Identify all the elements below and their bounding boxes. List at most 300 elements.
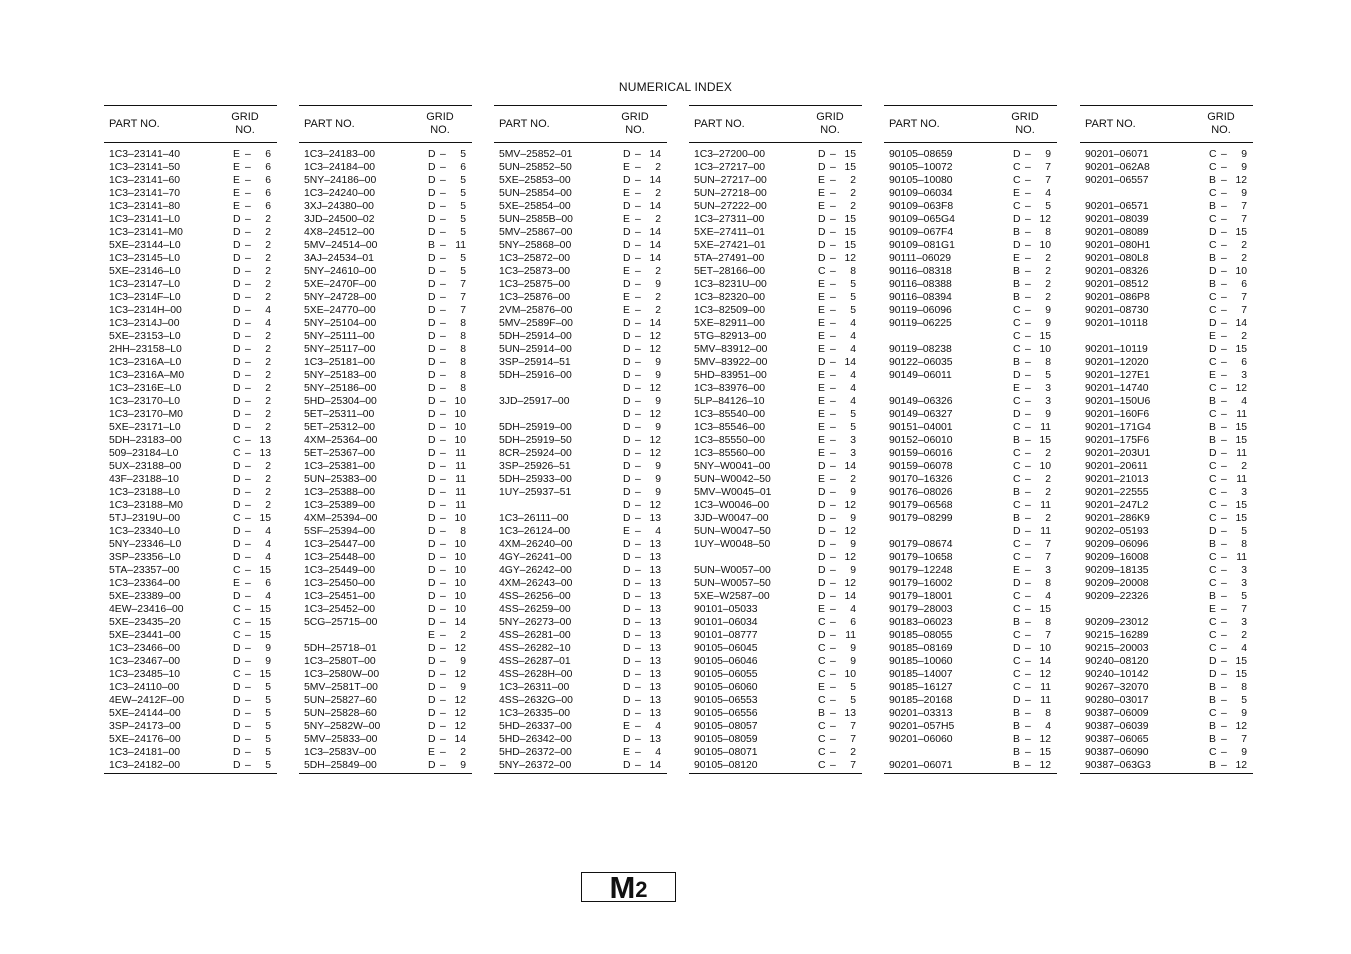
part-number: 90201–08089 — [1085, 227, 1149, 238]
grid-letter: D — [233, 487, 241, 498]
grid-letter: C — [818, 721, 826, 732]
grid-dash: – — [1221, 149, 1227, 160]
part-number: 5DH–25849–00 — [304, 760, 377, 771]
part-number: 90201–080H1 — [1085, 240, 1151, 251]
grid-dash: – — [635, 565, 641, 576]
part-number: 3SP–25914–51 — [499, 357, 571, 368]
grid-dash: – — [440, 396, 446, 407]
grid-number: 4 — [655, 721, 661, 732]
table-row — [104, 213, 277, 226]
part-number: 1C3–23188–L0 — [109, 487, 181, 498]
grid-number: 13 — [649, 643, 661, 654]
part-number: 5ET–25311–00 — [304, 409, 375, 420]
table-row — [104, 460, 277, 473]
grid-letter: C — [818, 695, 826, 706]
part-number: 5NY–25111–00 — [304, 331, 375, 342]
grid-number: 10 — [1039, 461, 1051, 472]
grid-dash: – — [635, 149, 641, 160]
grid-dash: – — [1025, 513, 1031, 524]
grid-letter: C — [1013, 682, 1021, 693]
grid-letter: C — [233, 448, 241, 459]
part-number: 5HD–25304–00 — [304, 396, 377, 407]
grid-dash: – — [1025, 500, 1031, 511]
grid-letter: C — [1209, 305, 1217, 316]
table-row — [1080, 200, 1253, 213]
grid-number: 13 — [649, 630, 661, 641]
table-row — [689, 369, 862, 382]
table-row — [104, 200, 277, 213]
table-row — [494, 317, 667, 330]
table-row — [1080, 759, 1253, 772]
grid-number: 2 — [265, 422, 271, 433]
grid-dash: – — [245, 708, 251, 719]
grid-number: 14 — [844, 591, 856, 602]
grid-number: 7 — [460, 292, 466, 303]
part-number: 5XE–23144–L0 — [109, 240, 181, 251]
grid-number: 9 — [655, 422, 661, 433]
grid-number: 12 — [1039, 669, 1051, 680]
table-row — [689, 512, 862, 525]
grid-dash: – — [1025, 175, 1031, 186]
part-number: 90201–14740 — [1085, 383, 1149, 394]
table-row — [689, 655, 862, 668]
part-number: 90209–06096 — [1085, 539, 1149, 550]
part-number: 1C3–24183–00 — [304, 149, 376, 160]
part-number: 4XM–26240–00 — [499, 539, 573, 550]
part-number: 1C3–2314J–00 — [109, 318, 180, 329]
grid-dash: – — [440, 149, 446, 160]
grid-dash: – — [440, 409, 446, 420]
grid-letter: D — [233, 396, 241, 407]
table-row — [299, 564, 472, 577]
table-row — [299, 551, 472, 564]
grid-number: 5 — [850, 305, 856, 316]
grid-dash: – — [1025, 682, 1031, 693]
grid-dash: – — [635, 591, 641, 602]
table-row — [1080, 356, 1253, 369]
grid-dash: – — [245, 279, 251, 290]
grid-letter: C — [1013, 344, 1021, 355]
grid-number: 10 — [1039, 344, 1051, 355]
part-number: 5XE–24770–00 — [304, 305, 376, 316]
grid-dash: – — [635, 721, 641, 732]
table-row — [299, 356, 472, 369]
grid-letter: C — [1209, 630, 1217, 641]
grid-letter: D — [623, 552, 631, 563]
grid-dash: – — [1025, 565, 1031, 576]
grid-number: 12 — [454, 708, 466, 719]
grid-dash: – — [1025, 734, 1031, 745]
table-row — [689, 525, 862, 538]
grid-letter: D — [428, 305, 436, 316]
grid-dash: – — [830, 578, 836, 589]
grid-dash: – — [440, 461, 446, 472]
grid-number: 10 — [454, 422, 466, 433]
table-row — [689, 213, 862, 226]
table-row — [884, 642, 1057, 655]
grid-dash: – — [1221, 344, 1227, 355]
grid-dash: – — [440, 526, 446, 537]
part-number: 90201–06557 — [1085, 175, 1149, 186]
grid-number: 13 — [649, 669, 661, 680]
grid-letter: D — [818, 539, 826, 550]
grid-letter: D — [818, 526, 826, 537]
grid-number: 5 — [850, 279, 856, 290]
grid-dash: – — [245, 461, 251, 472]
grid-letter: D — [818, 253, 826, 264]
grid-number: 9 — [655, 461, 661, 472]
grid-letter: D — [428, 474, 436, 485]
part-number: 1C3–23188–M0 — [109, 500, 183, 511]
grid-dash: – — [830, 253, 836, 264]
grid-letter: B — [1013, 435, 1020, 446]
table-row — [494, 356, 667, 369]
grid-dash: – — [1025, 461, 1031, 472]
grid-number: 7 — [1045, 552, 1051, 563]
grid-number: 2 — [265, 500, 271, 511]
part-number: 90105–08659 — [889, 149, 953, 160]
table-row — [104, 421, 277, 434]
grid-dash: – — [830, 682, 836, 693]
grid-letter: E — [623, 266, 630, 277]
grid-number: 15 — [1235, 344, 1247, 355]
grid-dash: – — [1025, 201, 1031, 212]
grid-number: 14 — [454, 617, 466, 628]
grid-dash: – — [830, 643, 836, 654]
grid-number: 8 — [460, 370, 466, 381]
grid-letter: B — [428, 240, 435, 251]
table-row — [299, 265, 472, 278]
grid-number: 4 — [850, 370, 856, 381]
grid-number: 9 — [460, 760, 466, 771]
part-number: 90119–06096 — [889, 305, 952, 316]
part-number: 5TG–82913–00 — [694, 331, 767, 342]
table-row — [494, 733, 667, 746]
part-number: 5XE–23435–20 — [109, 617, 181, 628]
grid-letter: C — [1013, 539, 1021, 550]
grid-dash: – — [440, 656, 446, 667]
grid-number: 7 — [1241, 292, 1247, 303]
grid-number: 5 — [1045, 370, 1051, 381]
table-row — [299, 382, 472, 395]
grid-letter: C — [1209, 747, 1217, 758]
part-number: 1C3–25875–00 — [499, 279, 571, 290]
grid-dash: – — [1221, 656, 1227, 667]
grid-number: 12 — [454, 721, 466, 732]
grid-letter: D — [818, 565, 826, 576]
part-number: 90105–08059 — [694, 734, 758, 745]
grid-number: 9 — [655, 279, 661, 290]
grid-number: 10 — [454, 396, 466, 407]
table-row — [884, 434, 1057, 447]
grid-number: 12 — [1235, 175, 1247, 186]
grid-number: 7 — [850, 760, 856, 771]
table-row — [689, 564, 862, 577]
grid-number: 15 — [1235, 422, 1247, 433]
grid-letter: D — [623, 357, 631, 368]
table-row — [689, 486, 862, 499]
grid-letter: D — [233, 461, 241, 472]
grid-number: 6 — [265, 162, 271, 173]
grid-letter: D — [428, 604, 436, 615]
table-row — [299, 486, 472, 499]
table-row — [299, 603, 472, 616]
grid-number: 6 — [265, 149, 271, 160]
part-number: 5XE–23146–L0 — [109, 266, 181, 277]
page-title: NUMERICAL INDEX — [618, 80, 733, 94]
grid-dash: – — [245, 591, 251, 602]
grid-dash: – — [1221, 552, 1227, 563]
grid-number: 9 — [1045, 149, 1051, 160]
part-number: 5TA–23357–00 — [109, 565, 180, 576]
grid-letter: D — [428, 227, 436, 238]
grid-number: 7 — [460, 279, 466, 290]
table-row — [689, 408, 862, 421]
part-number: 90105–06055 — [694, 669, 758, 680]
grid-letter: B — [1209, 591, 1216, 602]
part-number: 5XE–82911–00 — [694, 318, 765, 329]
grid-letter: E — [818, 279, 825, 290]
grid-letter: D — [233, 591, 241, 602]
grid-letter: D — [623, 383, 631, 394]
grid-dash: – — [830, 552, 836, 563]
part-number: 4GY–26242–00 — [499, 565, 572, 576]
table-row — [884, 382, 1057, 395]
part-number: 5XE–23153–L0 — [109, 331, 181, 342]
table-row — [884, 564, 1057, 577]
table-row — [494, 538, 667, 551]
table-row — [689, 304, 862, 317]
part-number: 90201–057H5 — [889, 721, 955, 732]
table-row — [884, 733, 1057, 746]
part-number: 90201–203U1 — [1085, 448, 1151, 459]
part-number: 90105–08120 — [694, 760, 758, 771]
grid-number: 11 — [1040, 682, 1051, 693]
table-row — [299, 174, 472, 187]
grid-dash: – — [440, 201, 446, 212]
table-row — [494, 460, 667, 473]
grid-number: 12 — [1235, 721, 1247, 732]
grid-dash: – — [440, 383, 446, 394]
table-row — [1080, 655, 1253, 668]
grid-dash: – — [830, 747, 836, 758]
grid-letter: E — [1013, 188, 1020, 199]
grid-number: 5 — [265, 734, 271, 745]
table-row — [884, 278, 1057, 291]
grid-number: 13 — [649, 695, 661, 706]
grid-dash: – — [1025, 695, 1031, 706]
part-number: 90179–16002 — [889, 578, 953, 589]
table-row — [884, 369, 1057, 382]
part-number: 1C3–23141–M0 — [109, 227, 183, 238]
grid-dash: – — [1221, 500, 1227, 511]
grid-number: 9 — [1045, 305, 1051, 316]
part-number: 90105–08057 — [694, 721, 758, 732]
grid-letter: D — [1209, 669, 1217, 680]
grid-letter: C — [1013, 175, 1021, 186]
table-row — [689, 174, 862, 187]
part-number: 1C3–25876–00 — [499, 292, 571, 303]
grid-dash: – — [1221, 227, 1227, 238]
table-row — [1080, 681, 1253, 694]
grid-number: 7 — [460, 305, 466, 316]
part-number: 1C3–85540–00 — [694, 409, 766, 420]
grid-number: 5 — [1241, 695, 1247, 706]
grid-number: 2 — [1045, 513, 1051, 524]
grid-letter: D — [428, 149, 436, 160]
grid-letter: B — [818, 708, 825, 719]
grid-number: 12 — [454, 669, 466, 680]
table-row — [104, 161, 277, 174]
grid-letter: B — [1209, 760, 1216, 771]
grid-letter: E — [623, 188, 630, 199]
grid-letter: C — [1209, 487, 1217, 498]
part-number: 1C3–25452–00 — [304, 604, 376, 615]
grid-number: 9 — [460, 656, 466, 667]
grid-number: 10 — [454, 539, 466, 550]
table-row — [494, 395, 667, 408]
grid-number: 8 — [1241, 539, 1247, 550]
part-number: 90109–065G4 — [889, 214, 955, 225]
grid-dash: – — [830, 500, 836, 511]
part-number: 5ET–28166–00 — [694, 266, 766, 277]
table-row — [104, 395, 277, 408]
table-row — [689, 603, 862, 616]
table-row — [689, 226, 862, 239]
part-number: 1C3–82509–00 — [694, 305, 766, 316]
part-number: 90201–20611 — [1085, 461, 1148, 472]
part-number: 5NY–25183–00 — [304, 370, 377, 381]
grid-dash: – — [440, 370, 446, 381]
grid-letter: D — [623, 760, 631, 771]
part-number: 90179–08674 — [889, 539, 953, 550]
grid-letter: D — [623, 435, 631, 446]
grid-dash: – — [635, 552, 641, 563]
grid-letter: D — [428, 396, 436, 407]
grid-letter: C — [1209, 617, 1217, 628]
grid-number: 15 — [1039, 331, 1051, 342]
part-number: 1C3–24240–00 — [304, 188, 376, 199]
grid-letter: D — [623, 409, 631, 420]
grid-number: 14 — [844, 461, 856, 472]
grid-letter: D — [623, 461, 631, 472]
part-number: 90280–03017 — [1085, 695, 1149, 706]
grid-number: 14 — [649, 175, 661, 186]
grid-dash: – — [245, 331, 251, 342]
grid-letter: D — [428, 461, 436, 472]
part-number: 1C3–2580T–00 — [304, 656, 376, 667]
grid-dash: – — [635, 279, 641, 290]
table-row — [299, 330, 472, 343]
part-number: 5MV–24514–00 — [304, 240, 378, 251]
grid-letter: B — [1013, 513, 1020, 524]
grid-number: 6 — [265, 188, 271, 199]
grid-letter: D — [623, 630, 631, 641]
grid-dash: – — [1221, 604, 1227, 615]
table-row — [299, 278, 472, 291]
grid-letter: D — [428, 669, 436, 680]
grid-dash: – — [440, 227, 446, 238]
grid-number: 7 — [1045, 175, 1051, 186]
grid-dash: – — [635, 526, 641, 537]
grid-letter: B — [1209, 695, 1216, 706]
grid-dash: – — [245, 604, 251, 615]
table-row — [299, 252, 472, 265]
grid-letter: E — [818, 682, 825, 693]
table-row — [104, 343, 277, 356]
grid-letter: C — [1209, 578, 1217, 589]
grid-dash: – — [245, 201, 251, 212]
grid-letter: B — [1013, 292, 1020, 303]
grid-number: 11 — [455, 240, 466, 251]
grid-dash: – — [635, 643, 641, 654]
table-row — [494, 330, 667, 343]
part-number: 5UN–25854–00 — [499, 188, 572, 199]
grid-dash: – — [830, 162, 836, 173]
grid-letter: D — [818, 149, 826, 160]
grid-dash: – — [1221, 695, 1227, 706]
table-row — [299, 577, 472, 590]
grid-letter: D — [623, 201, 631, 212]
table-row — [884, 200, 1057, 213]
table-row — [689, 681, 862, 694]
grid-dash: – — [245, 643, 251, 654]
part-number: 5UN–W0057–00 — [694, 565, 771, 576]
part-no-header: PART NO. — [304, 118, 355, 130]
grid-number: 2 — [1241, 630, 1247, 641]
grid-letter: D — [233, 266, 241, 277]
grid-letter: C — [233, 604, 241, 615]
grid-number: 2 — [265, 331, 271, 342]
grid-number: 2 — [655, 162, 661, 173]
grid-number: 2 — [265, 461, 271, 472]
grid-letter: D — [818, 162, 826, 173]
table-row — [104, 447, 277, 460]
part-number: 90179–08299 — [889, 513, 953, 524]
grid-dash: – — [830, 240, 836, 251]
part-number: 5MV–2581T–00 — [304, 682, 378, 693]
part-number: 90179–10658 — [889, 552, 953, 563]
table-row — [104, 226, 277, 239]
grid-dash: – — [245, 448, 251, 459]
grid-dash: – — [635, 539, 641, 550]
grid-number: 9 — [850, 656, 856, 667]
grid-dash: – — [245, 357, 251, 368]
grid-letter: D — [1209, 656, 1217, 667]
grid-letter: B — [1013, 227, 1020, 238]
table-row — [494, 512, 667, 525]
grid-number: 2 — [265, 279, 271, 290]
grid-letter: D — [428, 487, 436, 498]
part-number: 5HD–26342–00 — [499, 734, 572, 745]
grid-number: 9 — [655, 474, 661, 485]
table-row — [104, 239, 277, 252]
table-row — [1080, 525, 1253, 538]
grid-letter: D — [623, 422, 631, 433]
grid-letter: D — [1209, 448, 1217, 459]
table-row — [494, 447, 667, 460]
table-row — [884, 694, 1057, 707]
grid-number: 5 — [460, 266, 466, 277]
grid-dash: – — [245, 513, 251, 524]
table-row — [884, 551, 1057, 564]
grid-number: 10 — [454, 435, 466, 446]
grid-number: 7 — [850, 721, 856, 732]
table-row — [884, 408, 1057, 421]
table-row — [494, 499, 667, 512]
grid-dash: – — [635, 292, 641, 303]
grid-number: 13 — [649, 708, 661, 719]
